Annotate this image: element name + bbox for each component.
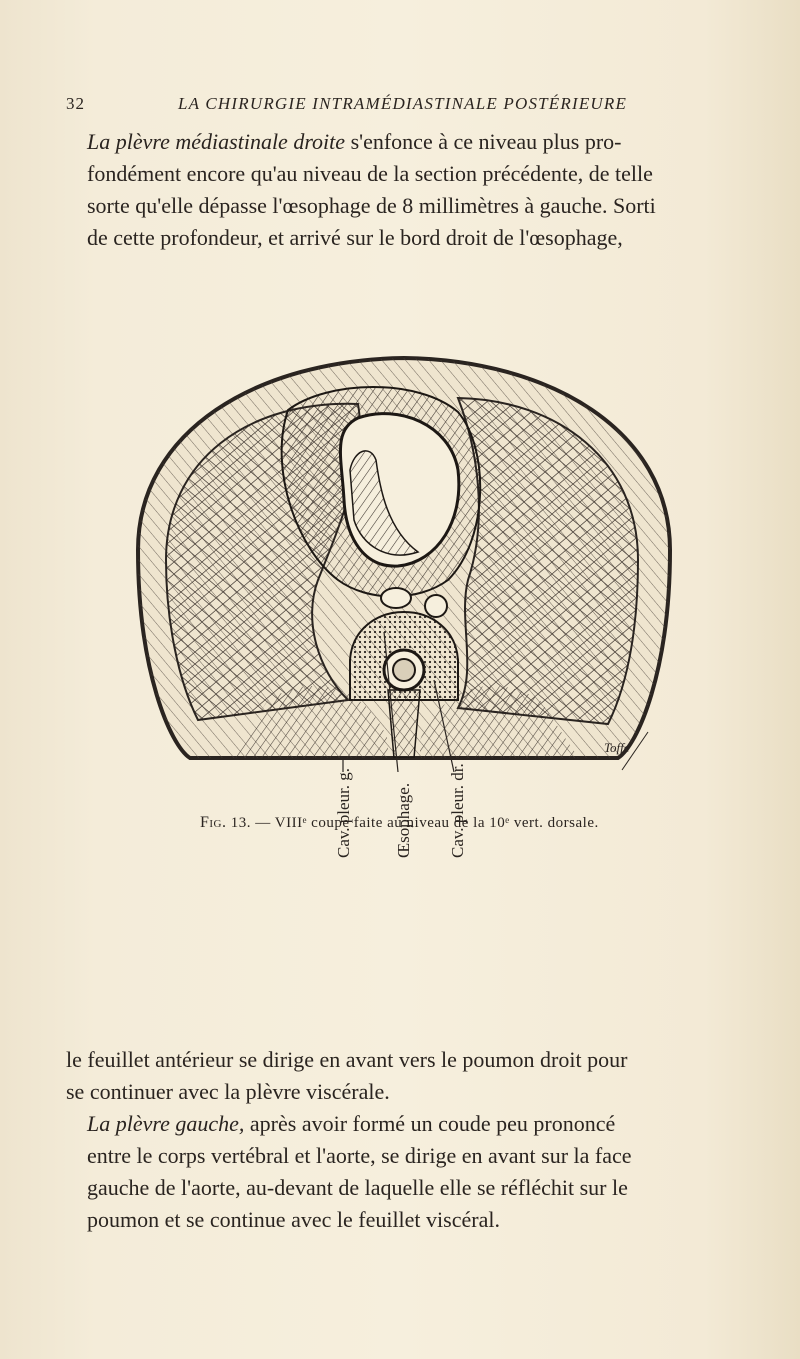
paragraph-1 [66,126,752,254]
cross-section-engraving [118,340,690,772]
paragraph-line: le feuillet antérieur se dirige en avant vers le poumon droit pour [66,1047,628,1072]
paragraph-line: se continuer avec la plèvre viscérale. [66,1079,390,1104]
paragraph-line: entre le corps vertébral et l'aorte, se dirige en avant sur la face [87,1143,632,1168]
paragraph-line: de cette profondeur, et arrivé sur le bord droit de l'œsophage, [87,225,623,250]
label-oesophage: Œsophage. [394,782,413,858]
italic-phrase: La plèvre médiastinale droite [87,129,346,154]
caption-text: — VIIIᵉ coupe faite au niveau de la 10ᵉ vert. dorsale. [251,815,599,831]
paragraph-2 [66,1044,752,1108]
page-number: 32 [66,94,85,113]
paragraph-line: fondément encore qu'au niveau de la section précédente, de telle [87,161,653,186]
line-text: après avoir formé un coude peu prononcé [244,1111,616,1136]
figure-caption [200,814,599,832]
running-title: LA CHIRURGIE INTRAMÉDIASTINALE POSTÉRIEURE [178,94,628,113]
paragraph-3 [66,1108,752,1236]
label-cav-pleur-dr: Cav. pleur. dr. [448,763,467,858]
line-text: s'enfonce à ce niveau plus pro- [345,129,622,154]
running-head [66,94,746,118]
label-cav-pleur-g: Cav. pleur. g. [334,767,353,858]
italic-phrase: La plèvre gauche, [87,1111,245,1136]
paragraph-line [66,126,752,158]
paragraph-line: gauche de l'aorte, au-devant de laquelle elle se réfléchit sur le [87,1175,628,1200]
engraver-signature: Toffe [604,740,630,755]
paragraph-line [66,1108,752,1140]
caption-number: 13. [230,815,252,831]
paragraph-line: poumon et se continue avec le feuillet viscéral. [87,1207,500,1232]
paragraph-line: sorte qu'elle dépasse l'œsophage de 8 millimètres à gauche. Sorti [87,193,656,218]
caption-fig: Fig. [200,814,227,831]
anatomical-figure [118,340,690,772]
